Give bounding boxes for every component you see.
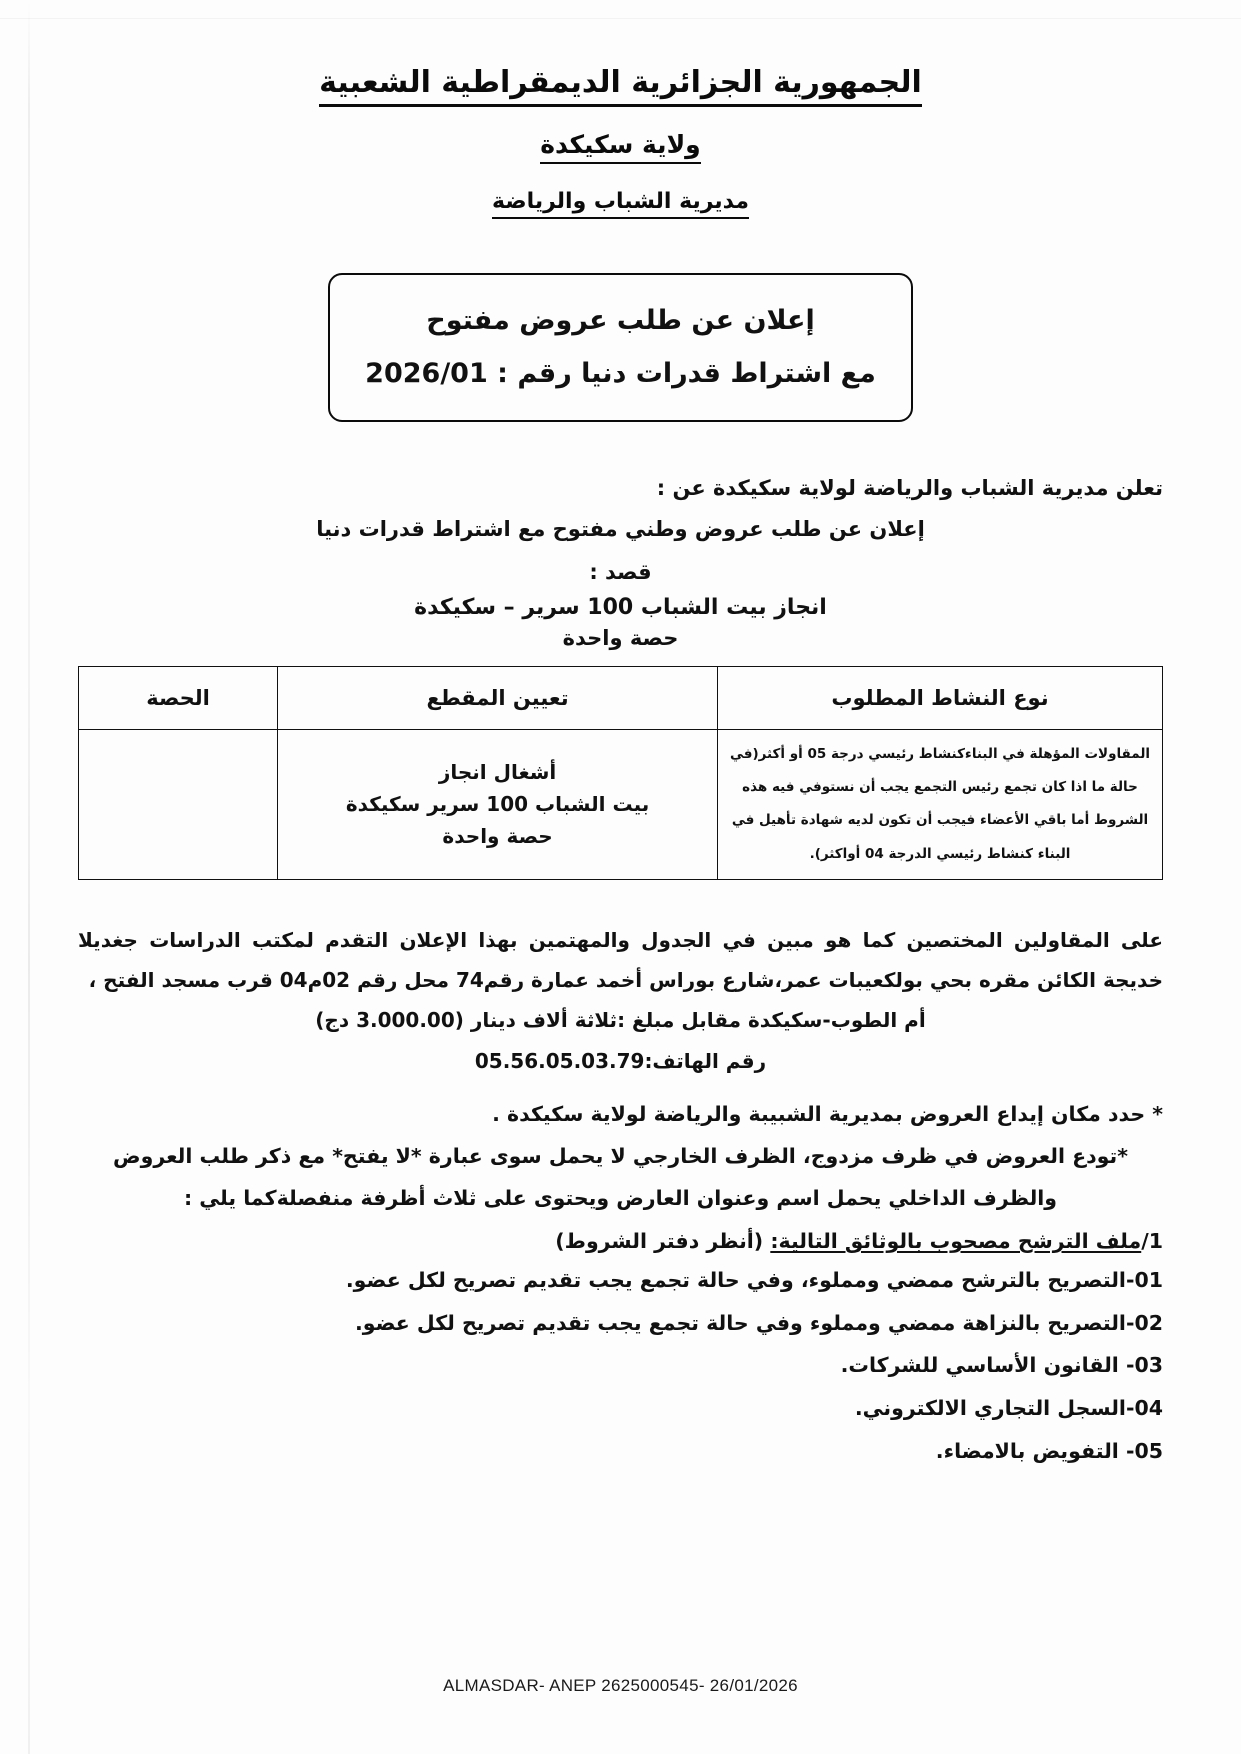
tender-table [78,666,1163,879]
cell-lot [79,730,278,879]
document-footer: ALMASDAR- ANEP 2625000545- 26/01/2026 [443,1676,798,1695]
header-country-line: الجمهورية الجزائرية الديمقراطية الشعبية [319,64,922,107]
cell-segment-designation: أشغال انجاز بيت الشباب 100 سرير سكيكدة حصة واحدة [278,730,718,879]
announcement-title-text: مع اشتراط قدرات دنيا رقم : [497,357,876,389]
tender-table-body [79,730,1163,879]
intro-line-announcer: تعلن مديرية الشباب والرياضة لولاية سكيكدة عن : [656,476,1163,501]
documents-heading-underlined: ملف الترشح مصحوب بالوثائق التالية: [770,1229,1142,1254]
project-lot: حصة واحدة [562,626,679,651]
documents-heading [78,1229,1163,1253]
table-header-row [79,667,1163,730]
scan-artifact-top-edge [0,18,1241,19]
list-item: 01-التصريح بالترشح ممضي ومملوء، وفي حالة تجمع يجب تقديم تصريح لكل عضو. [345,1268,1163,1293]
project-name: انجاز بيت الشباب 100 سرير – سكيكدة [414,595,827,621]
column-header-lot: الحصة [79,667,278,730]
body-phone-line: رقم الهاتف:05.56.05.03.79 [474,1048,767,1073]
announcement-number: 2026/01 [365,357,488,389]
note-deposit-location: * حدد مكان إيداع العروض بمديرية الشبيبة والرياضة لولاية سكيكدة . [492,1102,1163,1127]
intro-block [78,468,1163,550]
title-box-wrapper [78,273,1163,422]
announcement-title-line2 [350,354,891,395]
document-header [78,64,1163,219]
notes-block [78,1093,1163,1219]
body-paragraph-price: أم الطوب-سكيكدة مقابل مبلغ :ثلاثة ألاف دينار (3.000.00 دج) [315,1008,926,1033]
announcement-title-line1: إعلان عن طلب عروض مفتوح [426,305,815,337]
list-item: 04-السجل التجاري الالكتروني. [854,1396,1163,1421]
intro-line-tender-type: إعلان عن طلب عروض وطني مفتوح مع اشتراط قدرات دنيا [316,517,925,542]
announcement-title-box [328,273,913,422]
note-envelope-outer: *تودع العروض في ظرف مزدوج، الظرف الخارجي لا يحمل سوى عبارة *لا يفتح* مع ذكر طلب العروض [113,1144,1128,1169]
tender-table-head [79,667,1163,730]
column-header-activity: نوع النشاط المطلوب [718,667,1163,730]
column-header-segment: تعيين المقطع [278,667,718,730]
document-content [78,64,1163,1472]
header-wilaya-line: ولاية سكيكدة [540,129,700,164]
header-directorate-line: مديرية الشباب والرياضة [492,188,749,220]
documents-heading-rest: (أنظر دفتر الشروط) [555,1229,771,1254]
documents-heading-number: 1/ [1141,1229,1163,1254]
note-envelope-inner: والظرف الداخلي يحمل اسم وعنوان العارض ويحتوى على ثلاث أظرفة منفصلةكما يلي : [183,1186,1058,1211]
table-row [79,730,1163,879]
documents-list [78,1259,1163,1472]
list-item: 03- القانون الأساسي للشركات. [840,1353,1163,1378]
body-block [78,920,1163,1082]
list-item: 02-التصريح بالنزاهة ممضي ومملوء وفي حالة تجمع يجب تقديم تصريح لكل عضو. [354,1310,1163,1335]
body-paragraph-office-address: على المقاولين المختصين كما هو مبين في الجدول والمهتمين بهذا الإعلان التقدم لمكتب الدراسات جغديلا خديجة الكائن مقره بحي بولكعيبات عمر،شارع بوراس أخمد عمارة رقم74 محل رقم 02م04 قرب مسجد الفتح ، [78,927,1163,992]
list-item: 05- التفويض بالامضاء. [935,1438,1163,1463]
cell-required-activity: المقاولات المؤهلة في البناءكنشاط رئيسي درجة 05 أو أكثر(في حالة ما اذا كان تجمع رئيس التجمع يجب أن نستوفي فيه هذه الشروط أما باقي الأعضاء فيجب أن تكون لديه شهادة تأهيل في البناء كنشاط رئيسي الدرجة 04 أواكثر). [718,730,1163,879]
scan-artifact-left-margin [28,0,30,1754]
purpose-label: قصد : [589,560,652,585]
